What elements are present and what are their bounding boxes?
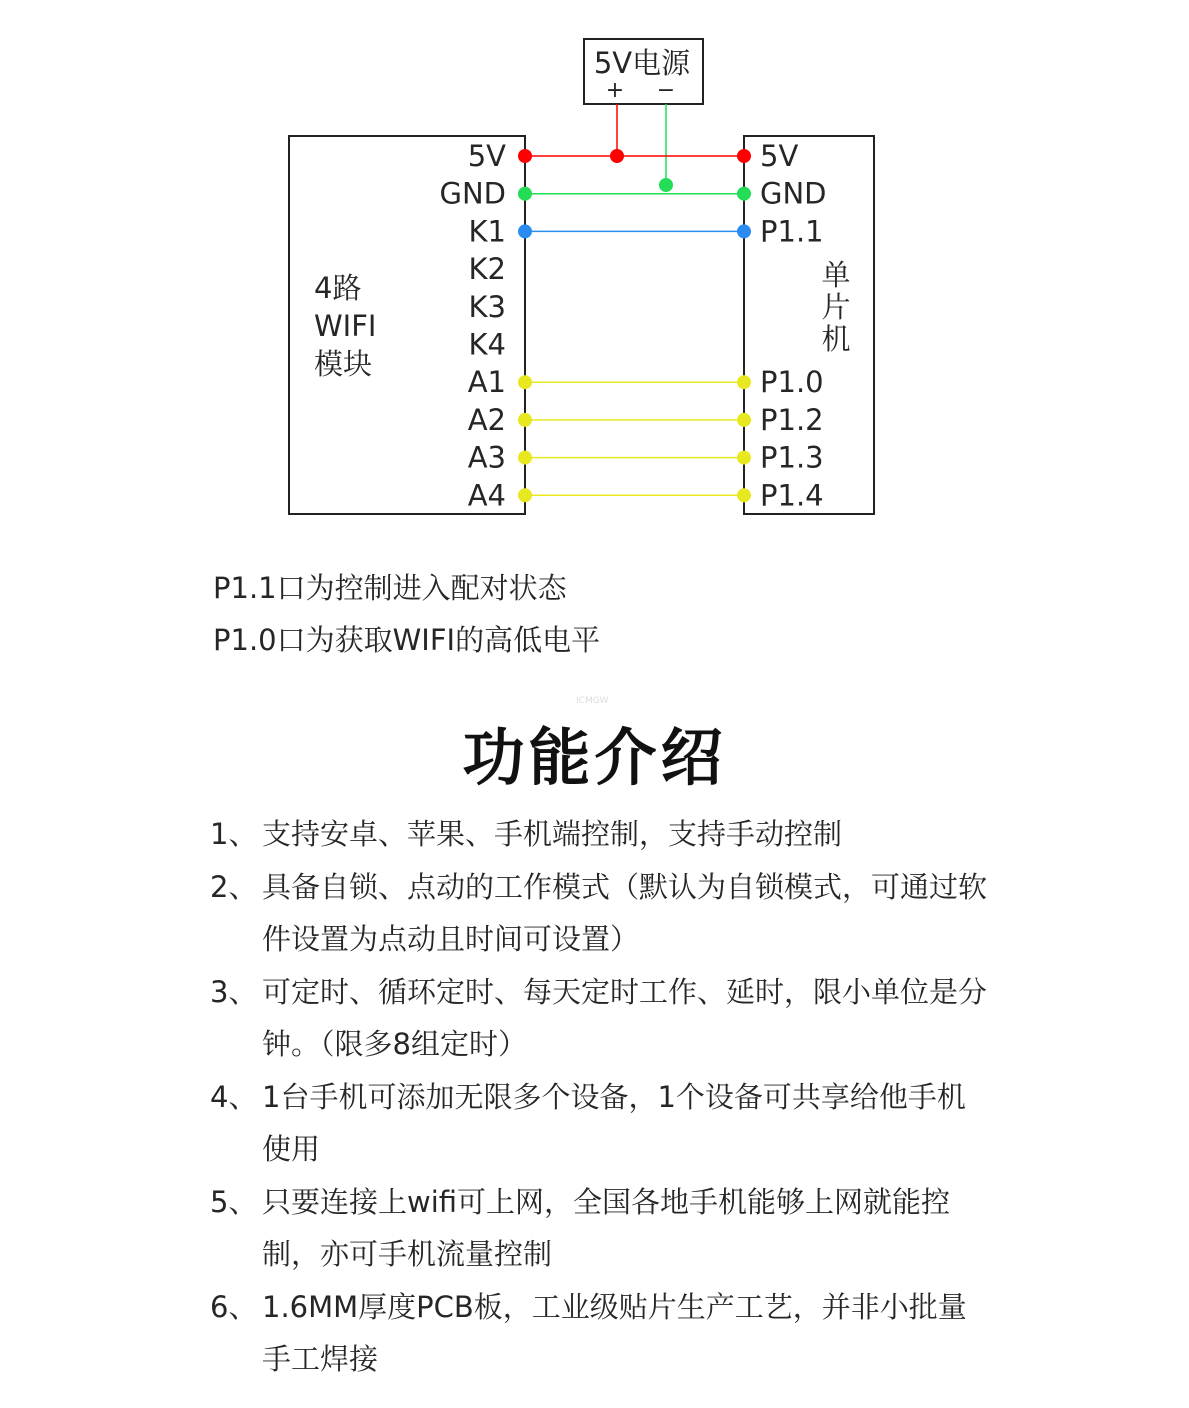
power-minus-label: − xyxy=(656,78,676,103)
wifi-pin-label: K2 xyxy=(468,252,506,287)
mcu-pin-dot xyxy=(737,149,751,163)
wifi-module-label-line3: 模块 xyxy=(314,347,373,381)
wifi-pin-dot xyxy=(518,187,532,201)
wifi-pin-dot xyxy=(518,488,532,502)
wifi-pin-dot xyxy=(518,451,532,465)
wifi-pin-label: K3 xyxy=(468,289,506,324)
mcu-pin-label: P1.2 xyxy=(760,402,824,437)
mcu-pin-label: P1.3 xyxy=(760,440,824,475)
power-plus-label: + xyxy=(605,78,625,103)
wifi-pin-label: A2 xyxy=(467,402,506,437)
mcu-pin-dot xyxy=(737,187,751,201)
feature-item-3: 3、 可定时、循环定时、每天定时工作、延时，限小单位是分钟。（限多8组定时） xyxy=(210,974,988,1061)
feature-item-4: 4、 1台手机可添加无限多个设备，1个设备可共享给他手机使用 xyxy=(210,1079,966,1166)
wifi-pin-label: A4 xyxy=(467,478,506,513)
wifi-pin-dot xyxy=(518,413,532,427)
power-supply-label: 5V电源 xyxy=(593,46,691,80)
mcu-pin-dot xyxy=(737,451,751,465)
wifi-pin-dot xyxy=(518,149,532,163)
wifi-pin-label: GND xyxy=(439,176,506,211)
wifi-pin-dot xyxy=(518,375,532,389)
wifi-module-label-line2: WIFI xyxy=(314,309,377,343)
note-pairing: P1.1口为控制进入配对状态 xyxy=(213,571,567,605)
pin-rows xyxy=(440,139,827,512)
mcu-pin-label: P1.1 xyxy=(760,214,824,249)
mcu-pin-label: 5V xyxy=(760,139,799,173)
mcu-label-line1: 单 xyxy=(821,258,851,292)
wifi-pin-label: K4 xyxy=(468,327,506,362)
feature-list xyxy=(210,808,990,1386)
power-plus-junction xyxy=(610,149,624,163)
watermark: ICMGW xyxy=(576,696,609,706)
power-minus-junction xyxy=(659,178,673,192)
feature-item-6: 6、 1.6MM厚度PCB板，工业级贴片生产工艺，并非小批量手工焊接 xyxy=(210,1289,967,1376)
note-wifi-level: P1.0口为获取WIFI的高低电平 xyxy=(213,623,601,657)
mcu-pin-label: P1.4 xyxy=(760,478,824,513)
feature-item-2: 2、 具备自锁、点动的工作模式（默认为自锁模式，可通过软件设置为点动且时间可设置） xyxy=(210,869,988,956)
wifi-pin-label: 5V xyxy=(467,139,506,173)
mcu-pin-label: GND xyxy=(760,176,827,211)
wifi-pin-dot xyxy=(518,224,532,238)
wifi-pin-label: A1 xyxy=(467,365,506,400)
mcu-pin-dot xyxy=(737,375,751,389)
wiring-diagram xyxy=(0,0,1189,540)
feature-item-5: 5、 只要连接上wifi可上网，全国各地手机能够上网就能控制，亦可手机流量控制 xyxy=(210,1184,951,1271)
mcu-label-line2: 片 xyxy=(821,290,851,324)
section-title: 功能介绍 xyxy=(462,721,727,794)
mcu-label-line3: 机 xyxy=(821,322,851,356)
mcu-pin-label: P1.0 xyxy=(760,365,824,400)
wifi-module-label-line1: 4路 xyxy=(314,271,362,305)
mcu-pin-dot xyxy=(737,413,751,427)
mcu-pin-dot xyxy=(737,488,751,502)
wifi-pin-label: A3 xyxy=(467,440,506,475)
wifi-pin-label: K1 xyxy=(468,214,506,249)
feature-item-1: 1、 支持安卓、苹果、手机端控制，支持手动控制 xyxy=(210,817,843,851)
mcu-pin-dot xyxy=(737,224,751,238)
